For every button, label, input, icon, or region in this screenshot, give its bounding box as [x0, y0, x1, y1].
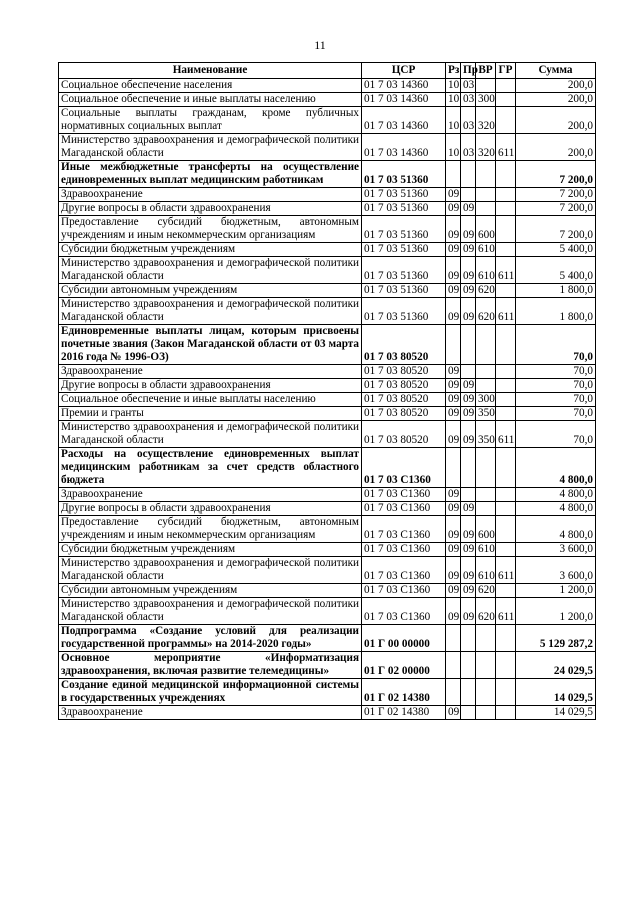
cell-csr: 01 7 03 14360 — [362, 93, 446, 107]
table-row — [59, 393, 596, 407]
cell-rz: 09 — [446, 243, 461, 257]
cell-gr — [496, 79, 516, 93]
cell-pr: 09 — [461, 407, 476, 421]
cell-gr — [496, 284, 516, 298]
cell-vr — [476, 706, 496, 720]
cell-csr: 01 7 03 80520 — [362, 325, 446, 365]
table-row — [59, 598, 596, 625]
cell-name: Единовременные выплаты лицам, которым присвоены почетные звания (Закон Магаданской области от 03 марта 2016 года № 1996-ОЗ) — [59, 325, 362, 365]
cell-rz: 09 — [446, 393, 461, 407]
cell-pr: 09 — [461, 502, 476, 516]
cell-gr — [496, 243, 516, 257]
cell-gr — [496, 516, 516, 543]
cell-name: Социальное обеспечение и иные выплаты населению — [59, 93, 362, 107]
cell-gr: 611 — [496, 421, 516, 448]
cell-sum: 1 200,0 — [516, 598, 596, 625]
cell-gr — [496, 543, 516, 557]
cell-vr — [476, 365, 496, 379]
cell-csr: 01 7 03 С1360 — [362, 516, 446, 543]
cell-name: Здравоохранение — [59, 188, 362, 202]
cell-vr: 610 — [476, 243, 496, 257]
budget-table — [58, 62, 596, 720]
cell-rz: 09 — [446, 584, 461, 598]
cell-gr — [496, 93, 516, 107]
table-header-row — [59, 63, 596, 79]
cell-vr — [476, 161, 496, 188]
table-row — [59, 679, 596, 706]
table-row — [59, 706, 596, 720]
cell-name: Субсидии бюджетным учреждениям — [59, 543, 362, 557]
cell-sum: 200,0 — [516, 107, 596, 134]
table-row — [59, 379, 596, 393]
cell-gr — [496, 448, 516, 488]
cell-vr — [476, 652, 496, 679]
cell-name: Премии и гранты — [59, 407, 362, 421]
cell-name: Министерство здравоохранения и демографической политики Магаданской области — [59, 421, 362, 448]
cell-pr: 03 — [461, 93, 476, 107]
table-row — [59, 365, 596, 379]
cell-csr: 01 7 03 С1360 — [362, 557, 446, 584]
table-row — [59, 502, 596, 516]
cell-sum: 7 200,0 — [516, 188, 596, 202]
cell-vr — [476, 202, 496, 216]
cell-rz — [446, 325, 461, 365]
cell-name: Социальное обеспечение населения — [59, 79, 362, 93]
cell-sum: 24 029,5 — [516, 652, 596, 679]
cell-pr — [461, 679, 476, 706]
cell-vr — [476, 625, 496, 652]
cell-pr — [461, 625, 476, 652]
cell-pr — [461, 448, 476, 488]
header-csr: ЦСР — [362, 63, 446, 79]
cell-csr: 01 7 03 51360 — [362, 257, 446, 284]
cell-vr: 300 — [476, 93, 496, 107]
cell-gr — [496, 679, 516, 706]
cell-csr: 01 7 03 80520 — [362, 379, 446, 393]
cell-pr — [461, 365, 476, 379]
cell-pr: 09 — [461, 584, 476, 598]
cell-gr: 611 — [496, 557, 516, 584]
cell-vr: 600 — [476, 216, 496, 243]
cell-rz: 09 — [446, 365, 461, 379]
cell-vr: 610 — [476, 543, 496, 557]
cell-rz: 09 — [446, 407, 461, 421]
cell-sum: 5 400,0 — [516, 243, 596, 257]
cell-name: Предоставление субсидий бюджетным, автономным учреждениям и иным некоммерческим организациям — [59, 516, 362, 543]
cell-rz: 09 — [446, 421, 461, 448]
header-rz: Рз — [446, 63, 461, 79]
cell-sum: 70,0 — [516, 379, 596, 393]
cell-rz — [446, 625, 461, 652]
cell-vr — [476, 502, 496, 516]
cell-csr: 01 Г 00 00000 — [362, 625, 446, 652]
header-gr: ГР — [496, 63, 516, 79]
cell-name: Субсидии автономным учреждениям — [59, 284, 362, 298]
cell-csr: 01 7 03 51360 — [362, 284, 446, 298]
cell-gr — [496, 488, 516, 502]
cell-vr: 620 — [476, 298, 496, 325]
cell-sum: 200,0 — [516, 79, 596, 93]
cell-pr: 09 — [461, 202, 476, 216]
table-row — [59, 625, 596, 652]
cell-pr: 09 — [461, 421, 476, 448]
cell-gr — [496, 365, 516, 379]
cell-csr: 01 7 03 80520 — [362, 407, 446, 421]
cell-rz: 10 — [446, 107, 461, 134]
cell-sum: 4 800,0 — [516, 502, 596, 516]
cell-name: Другие вопросы в области здравоохранения — [59, 379, 362, 393]
cell-sum: 7 200,0 — [516, 216, 596, 243]
cell-sum: 3 600,0 — [516, 543, 596, 557]
cell-rz — [446, 448, 461, 488]
cell-rz: 09 — [446, 488, 461, 502]
cell-vr — [476, 79, 496, 93]
cell-name: Здравоохранение — [59, 488, 362, 502]
cell-sum: 200,0 — [516, 93, 596, 107]
cell-csr: 01 7 03 51360 — [362, 161, 446, 188]
cell-gr — [496, 161, 516, 188]
cell-name: Субсидии автономным учреждениям — [59, 584, 362, 598]
cell-pr: 09 — [461, 393, 476, 407]
cell-rz: 09 — [446, 257, 461, 284]
cell-pr: 09 — [461, 516, 476, 543]
cell-gr — [496, 625, 516, 652]
cell-gr — [496, 188, 516, 202]
cell-gr: 611 — [496, 257, 516, 284]
cell-vr: 620 — [476, 584, 496, 598]
table-row — [59, 134, 596, 161]
table-row — [59, 284, 596, 298]
cell-gr — [496, 407, 516, 421]
cell-sum: 1 800,0 — [516, 298, 596, 325]
cell-csr: 01 7 03 С1360 — [362, 502, 446, 516]
cell-gr — [496, 706, 516, 720]
cell-rz: 09 — [446, 202, 461, 216]
cell-sum: 70,0 — [516, 365, 596, 379]
table-row — [59, 161, 596, 188]
cell-rz: 10 — [446, 134, 461, 161]
header-vr: ВР — [476, 63, 496, 79]
cell-csr: 01 7 03 51360 — [362, 216, 446, 243]
cell-rz: 09 — [446, 543, 461, 557]
cell-sum: 200,0 — [516, 134, 596, 161]
cell-rz — [446, 679, 461, 706]
cell-gr — [496, 107, 516, 134]
cell-pr: 09 — [461, 598, 476, 625]
table-row — [59, 202, 596, 216]
cell-vr: 620 — [476, 598, 496, 625]
cell-pr: 09 — [461, 557, 476, 584]
cell-pr — [461, 706, 476, 720]
cell-pr — [461, 652, 476, 679]
cell-vr: 610 — [476, 257, 496, 284]
cell-gr — [496, 502, 516, 516]
cell-vr: 350 — [476, 407, 496, 421]
cell-csr: 01 7 03 14360 — [362, 134, 446, 161]
cell-csr: 01 Г 02 14380 — [362, 679, 446, 706]
cell-sum: 5 400,0 — [516, 257, 596, 284]
table-row — [59, 488, 596, 502]
header-pr: Пр — [461, 63, 476, 79]
cell-sum: 7 200,0 — [516, 202, 596, 216]
cell-pr: 09 — [461, 257, 476, 284]
cell-sum: 70,0 — [516, 421, 596, 448]
cell-pr: 09 — [461, 243, 476, 257]
cell-vr — [476, 448, 496, 488]
cell-rz: 09 — [446, 557, 461, 584]
cell-name: Здравоохранение — [59, 365, 362, 379]
cell-rz: 09 — [446, 516, 461, 543]
cell-csr: 01 7 03 51360 — [362, 202, 446, 216]
cell-gr: 611 — [496, 598, 516, 625]
table-body — [59, 79, 596, 720]
cell-vr: 620 — [476, 284, 496, 298]
table-row — [59, 93, 596, 107]
cell-gr — [496, 393, 516, 407]
cell-gr — [496, 325, 516, 365]
page-number: 11 — [314, 38, 326, 52]
cell-gr: 611 — [496, 298, 516, 325]
cell-sum: 70,0 — [516, 325, 596, 365]
table-row — [59, 448, 596, 488]
cell-sum: 4 800,0 — [516, 448, 596, 488]
cell-csr: 01 7 03 14360 — [362, 107, 446, 134]
cell-rz — [446, 652, 461, 679]
cell-pr: 09 — [461, 284, 476, 298]
cell-sum: 1 800,0 — [516, 284, 596, 298]
cell-rz: 09 — [446, 502, 461, 516]
cell-gr — [496, 202, 516, 216]
table-row — [59, 543, 596, 557]
cell-csr: 01 Г 02 14380 — [362, 706, 446, 720]
table-row — [59, 557, 596, 584]
cell-pr — [461, 188, 476, 202]
cell-vr: 300 — [476, 393, 496, 407]
cell-sum: 14 029,5 — [516, 679, 596, 706]
cell-rz: 09 — [446, 706, 461, 720]
cell-rz — [446, 161, 461, 188]
cell-rz: 10 — [446, 79, 461, 93]
cell-csr: 01 7 03 С1360 — [362, 598, 446, 625]
cell-name: Другие вопросы в области здравоохранения — [59, 502, 362, 516]
cell-sum: 70,0 — [516, 407, 596, 421]
cell-vr: 600 — [476, 516, 496, 543]
table-row — [59, 243, 596, 257]
cell-rz: 09 — [446, 379, 461, 393]
cell-rz: 09 — [446, 598, 461, 625]
cell-rz: 09 — [446, 298, 461, 325]
header-name: Наименование — [59, 63, 362, 79]
cell-sum: 3 600,0 — [516, 557, 596, 584]
table-row — [59, 516, 596, 543]
cell-sum: 5 129 287,2 — [516, 625, 596, 652]
cell-pr: 09 — [461, 216, 476, 243]
cell-pr: 03 — [461, 79, 476, 93]
cell-pr: 03 — [461, 134, 476, 161]
table-row — [59, 325, 596, 365]
cell-csr: 01 7 03 51360 — [362, 243, 446, 257]
cell-sum: 70,0 — [516, 393, 596, 407]
cell-vr — [476, 379, 496, 393]
cell-csr: 01 7 03 С1360 — [362, 543, 446, 557]
cell-name: Министерство здравоохранения и демографической политики Магаданской области — [59, 598, 362, 625]
cell-gr — [496, 652, 516, 679]
table-row — [59, 107, 596, 134]
header-sum: Сумма — [516, 63, 596, 79]
cell-name: Министерство здравоохранения и демографической политики Магаданской области — [59, 298, 362, 325]
cell-pr — [461, 161, 476, 188]
cell-csr: 01 7 03 С1360 — [362, 488, 446, 502]
cell-pr — [461, 488, 476, 502]
cell-csr: 01 7 03 51360 — [362, 188, 446, 202]
cell-gr — [496, 216, 516, 243]
cell-vr: 350 — [476, 421, 496, 448]
cell-name: Иные межбюджетные трансферты на осуществление единовременных выплат медицинским работникам — [59, 161, 362, 188]
cell-vr — [476, 188, 496, 202]
cell-name: Социальное обеспечение и иные выплаты населению — [59, 393, 362, 407]
cell-sum: 7 200,0 — [516, 161, 596, 188]
cell-vr — [476, 488, 496, 502]
cell-csr: 01 7 03 14360 — [362, 79, 446, 93]
cell-csr: 01 7 03 80520 — [362, 421, 446, 448]
cell-vr — [476, 325, 496, 365]
cell-gr — [496, 584, 516, 598]
cell-csr: 01 7 03 80520 — [362, 365, 446, 379]
cell-pr — [461, 325, 476, 365]
cell-name: Предоставление субсидий бюджетным, автономным учреждениям и иным некоммерческим организациям — [59, 216, 362, 243]
table-row — [59, 257, 596, 284]
cell-vr: 610 — [476, 557, 496, 584]
cell-name: Здравоохранение — [59, 706, 362, 720]
cell-pr: 09 — [461, 543, 476, 557]
cell-gr — [496, 379, 516, 393]
cell-csr: 01 7 03 С1360 — [362, 448, 446, 488]
cell-rz: 09 — [446, 188, 461, 202]
cell-rz: 09 — [446, 284, 461, 298]
cell-gr: 611 — [496, 134, 516, 161]
cell-name: Другие вопросы в области здравоохранения — [59, 202, 362, 216]
cell-sum: 1 200,0 — [516, 584, 596, 598]
cell-name: Основное мероприятие «Информатизация здравоохранения, включая развитие телемедицины» — [59, 652, 362, 679]
cell-name: Субсидии бюджетным учреждениям — [59, 243, 362, 257]
cell-csr: 01 7 03 51360 — [362, 298, 446, 325]
cell-csr: 01 Г 02 00000 — [362, 652, 446, 679]
table-row — [59, 421, 596, 448]
cell-name: Расходы на осуществление единовременных выплат медицинским работникам за счет средств областного бюджета — [59, 448, 362, 488]
cell-csr: 01 7 03 80520 — [362, 393, 446, 407]
cell-rz: 09 — [446, 216, 461, 243]
table-row — [59, 216, 596, 243]
cell-name: Создание единой медицинской информационной системы в государственных учреждениях — [59, 679, 362, 706]
table-row — [59, 584, 596, 598]
cell-vr: 320 — [476, 134, 496, 161]
cell-sum: 4 800,0 — [516, 516, 596, 543]
cell-name: Социальные выплаты гражданам, кроме публичных нормативных социальных выплат — [59, 107, 362, 134]
table-row — [59, 407, 596, 421]
cell-name: Министерство здравоохранения и демографической политики Магаданской области — [59, 134, 362, 161]
cell-vr: 320 — [476, 107, 496, 134]
cell-name: Подпрограмма «Создание условий для реализации государственной программы» на 2014-2020 годы» — [59, 625, 362, 652]
cell-pr: 09 — [461, 379, 476, 393]
cell-name: Министерство здравоохранения и демографической политики Магаданской области — [59, 557, 362, 584]
table-row — [59, 188, 596, 202]
cell-pr: 09 — [461, 298, 476, 325]
cell-sum: 4 800,0 — [516, 488, 596, 502]
cell-name: Министерство здравоохранения и демографической политики Магаданской области — [59, 257, 362, 284]
table-row — [59, 298, 596, 325]
cell-csr: 01 7 03 С1360 — [362, 584, 446, 598]
cell-rz: 10 — [446, 93, 461, 107]
table-row — [59, 652, 596, 679]
cell-pr: 03 — [461, 107, 476, 134]
cell-sum: 14 029,5 — [516, 706, 596, 720]
table-row — [59, 79, 596, 93]
cell-vr — [476, 679, 496, 706]
